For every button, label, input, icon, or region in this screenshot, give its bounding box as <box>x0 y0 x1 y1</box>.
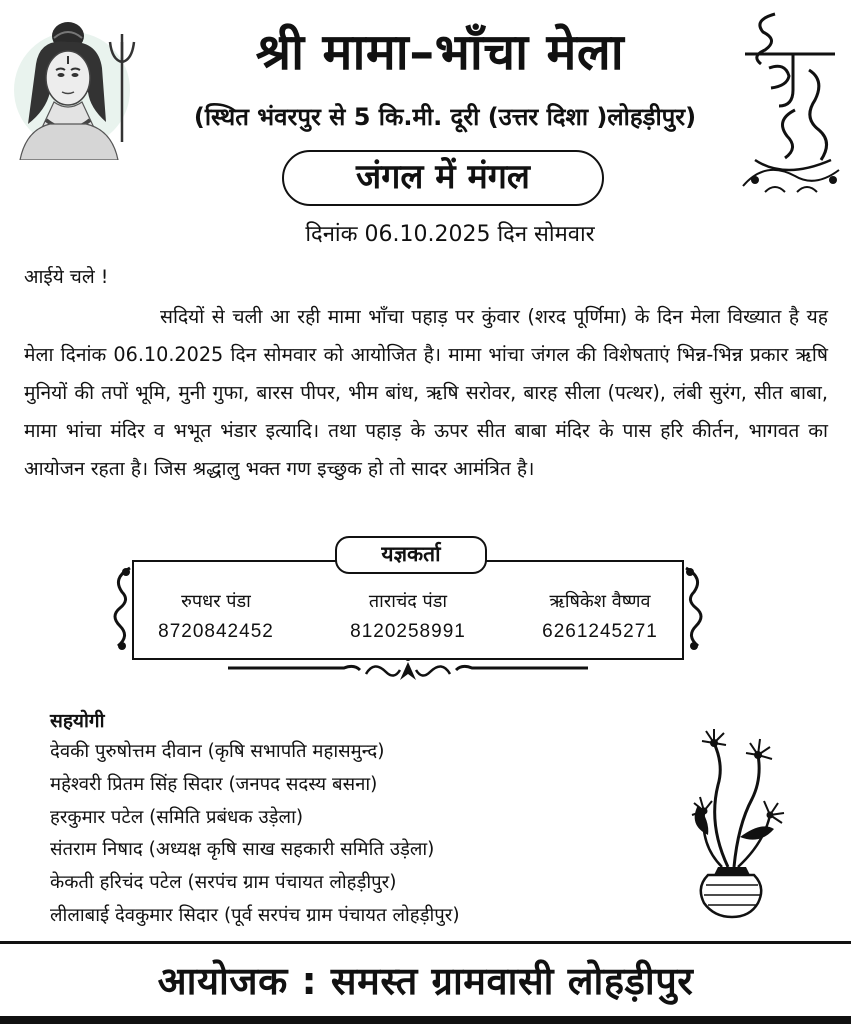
footer-divider <box>0 941 851 944</box>
bottom-border-strip <box>0 1016 851 1024</box>
tagline-text: जंगल में मंगल <box>356 157 530 197</box>
description-paragraph <box>24 298 828 488</box>
organizer-card <box>508 588 692 648</box>
event-location: (स्थित भंवरपुर से 5 कि.मी. दूरी (उत्तर दिशा )लोहड़ीपुर) <box>193 103 697 131</box>
sahyogi-item: महेश्वरी प्रितम सिंह सिदार (जनपद सदस्य बसना) <box>50 773 378 795</box>
organizer-phone: 8720842452 <box>158 621 274 642</box>
sahyogi-item: केकती हरिचंद पटेल (सरपंच ग्राम पंचायत लोहड़ीपुर) <box>50 872 397 894</box>
flower-vase-icon <box>678 725 788 920</box>
yagya-title: यज्ञकर्ता <box>381 542 441 566</box>
sahyogi-heading: सहयोगी <box>50 710 105 732</box>
tagline-badge <box>282 150 604 206</box>
description-text: सदियों से चली आ रही मामा भाँचा पहाड़ पर कुंवार (शरद पूर्णिमा) के दिन मेला विख्यात है यह मेला दिनांक 06.10.2025 दिन सोमवार को आयोजित है। मामा भांचा जंगल की विशेषताएं भिन्न-भिन्न प्रकार ऋषि मुनियों की तपों भूमि, मुनी गुफा, बारस पीपर, भीम बांध, ऋषि सरोवर, बारह सीला (पत्थर), लंबी सुरंग, सीत बाबा, मामा भांचा मंदिर व भभूत भंडार इत्यादि। तथा पहाड़ के ऊपर सीत बाबा मंदिर के पास हरि कीर्तन, भागवत का आयोजन रहता है। जिस श्रद्धालु भक्त गण इच्छुक हो तो सादर आमंत्रित है। <box>24 305 828 480</box>
event-date: दिनांक 06.10.2025 दिन सोमवार <box>305 222 595 247</box>
organizer-phone: 6261245271 <box>542 621 658 642</box>
yagya-title-badge <box>335 536 487 574</box>
sahyogi-item: लीलाबाई देवकुमार सिदार (पूर्व सरपंच ग्राम पंचायत लोहड़ीपुर) <box>50 904 460 926</box>
sahyogi-list <box>50 736 670 933</box>
organizer-footer: आयोजक : समस्त ग्रामवासी लोहड़ीपुर <box>157 959 694 1003</box>
organizer-name: ताराचंद पंडा <box>368 591 448 612</box>
organizer-card <box>124 588 308 648</box>
greeting-text: आईये चले ! <box>24 266 109 288</box>
organizer-name: ऋषिकेश वैष्णव <box>549 591 651 612</box>
sahyogi-item: हरकुमार पटेल (समिति प्रबंधक उड़ेला) <box>50 806 304 828</box>
organizer-name: रुपधर पंडा <box>181 591 251 612</box>
organizer-phone: 8120258991 <box>350 621 466 642</box>
sahyogi-item: देवकी पुरुषोत्तम दीवान (कृषि सभापति महासमुन्द) <box>50 741 385 762</box>
event-title: श्री मामा–भाँचा मेला <box>255 23 625 81</box>
sahyogi-item: संतराम निषाद (अध्यक्ष कृषि साख सहकारी समिति उड़ेला) <box>50 839 435 861</box>
shiva-illustration <box>6 12 138 160</box>
organizer-card <box>316 588 500 648</box>
